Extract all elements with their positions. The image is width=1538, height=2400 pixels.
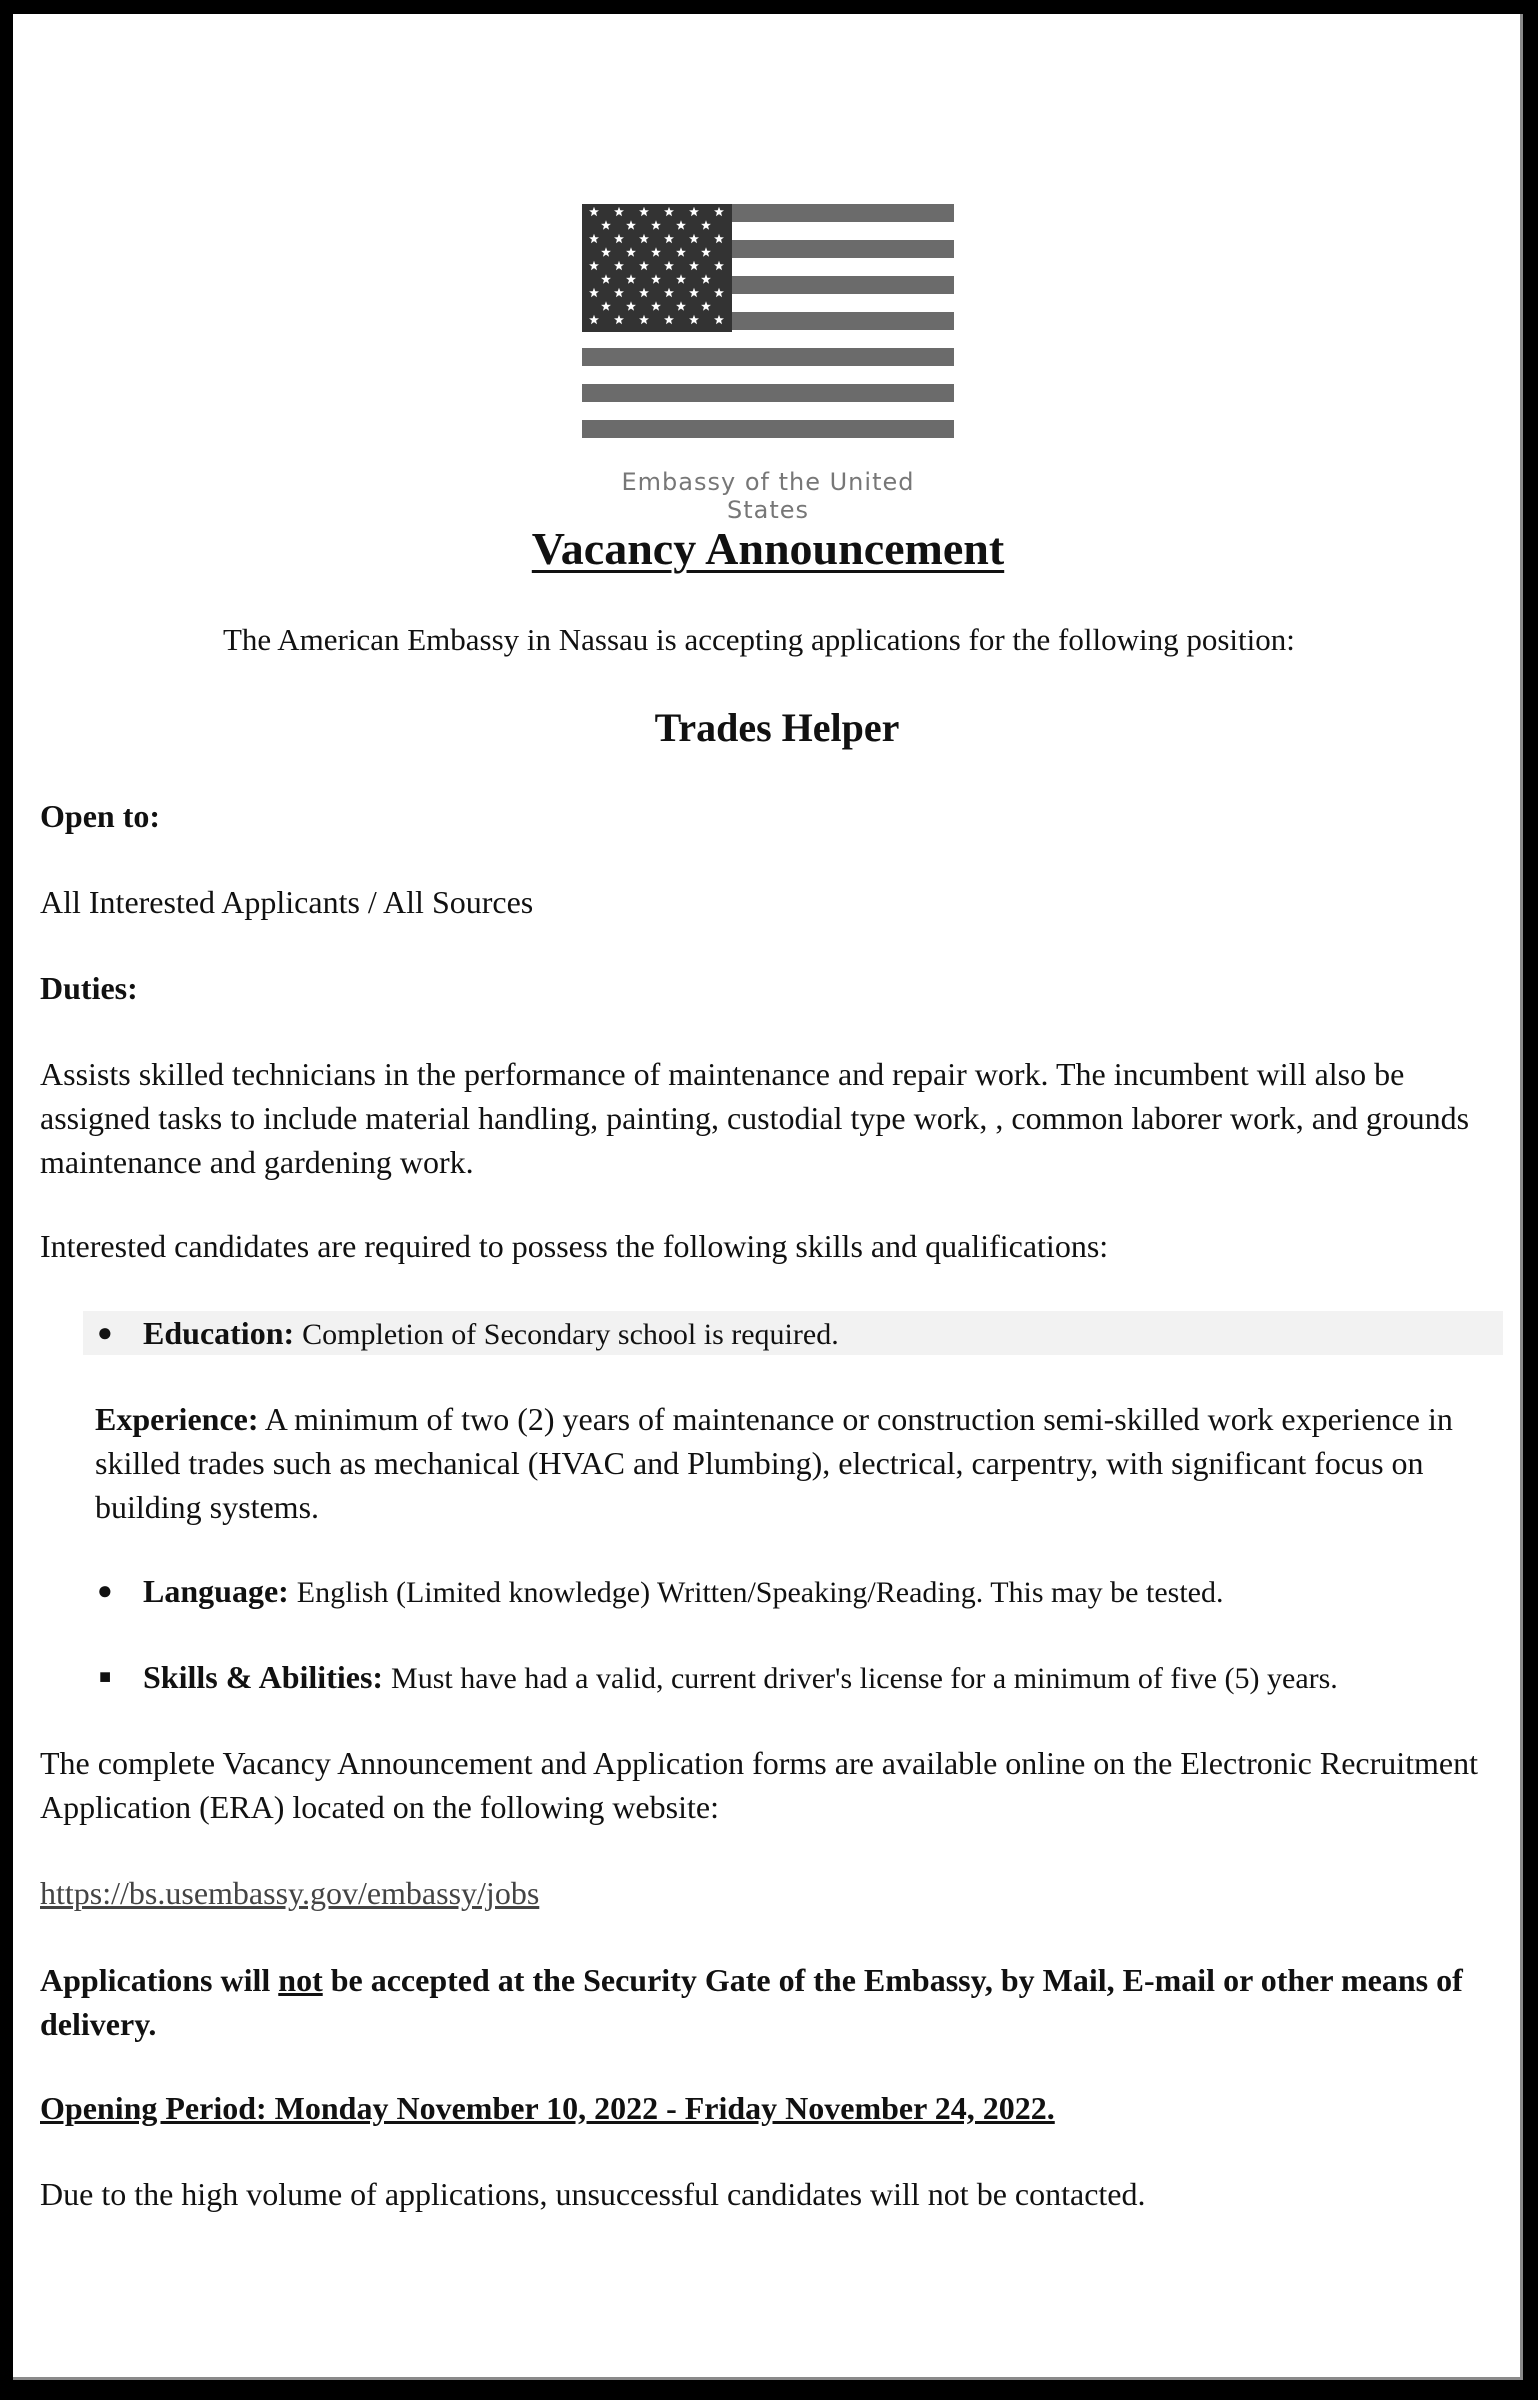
list-item-experience <box>95 1397 1505 1529</box>
warning-part2: be accepted at the Security Gate of the Embassy, by Mail, E-mail or other means of delivery. <box>40 1962 1463 2042</box>
position-title: Trades Helper <box>654 705 900 750</box>
page-title <box>13 522 1523 575</box>
bullet-dot-icon: ● <box>97 1318 113 1347</box>
list-item-language <box>83 1569 1503 1615</box>
opening-period <box>40 2086 1500 2130</box>
application-info: The complete Vacancy Announcement and Application forms are available online on the Electronic Recruitment Application (ERA) located on the following website: <box>40 1745 1479 1825</box>
qualifications-intro: Interested candidates are required to possess the following skills and qualifications: <box>40 1228 1109 1264</box>
warning-part1: Applications will <box>40 1962 279 1998</box>
duties-text: Assists skilled technicians in the performance of maintenance and repair work. The incumbent will also be assigned tasks to include material handling, painting, custodial type work, , common laborer work, and grounds maintenance and gardening work. <box>40 1056 1470 1180</box>
bullet-square-icon: ■ <box>99 1666 112 1688</box>
embassy-caption: Embassy of the United States <box>621 468 915 524</box>
submission-warning <box>40 1958 1500 2046</box>
bullet-dot-icon: ● <box>97 1576 113 1605</box>
intro-text: The American Embassy in Nassau is accepting applications for the following position: <box>223 622 1295 657</box>
language-label: Language: <box>143 1573 289 1609</box>
education-label: Education: <box>143 1315 295 1351</box>
skills-text: Must have had a valid, current driver's license for a minimum of five (5) years. <box>391 1662 1338 1695</box>
open-to-label: Open to: <box>40 798 160 834</box>
website-link[interactable]: https://bs.usembassy.gov/embassy/jobs <box>40 1875 540 1911</box>
duties-label: Duties: <box>40 970 138 1006</box>
education-text: Completion of Secondary school is required. <box>302 1318 839 1351</box>
closing-note: Due to the high volume of applications, unsuccessful candidates will not be contacted. <box>40 2176 1146 2212</box>
language-text: English (Limited knowledge) Written/Speaking/Reading. This may be tested. <box>296 1576 1224 1609</box>
experience-label: Experience: <box>95 1401 259 1437</box>
document-page <box>13 14 1523 2380</box>
website-row <box>40 1871 1500 1915</box>
skills-label: Skills & Abilities: <box>143 1659 384 1695</box>
opening-period-text: Opening Period: Monday November 10, 2022 - Friday November 24, 2022. <box>40 2090 1055 2126</box>
warning-not: not <box>278 1962 323 1998</box>
page-title-text: Vacancy Announcement <box>531 523 1005 574</box>
list-item-skills <box>83 1655 1503 1701</box>
us-flag-logo <box>582 204 954 456</box>
experience-text: A minimum of two (2) years of maintenance or construction semi-skilled work experience in skilled trades such as mechanical (HVAC and Plumbing), electrical, carpentry, with significant focus on building systems. <box>95 1401 1453 1525</box>
open-to-value: All Interested Applicants / All Sources <box>40 884 534 920</box>
list-item-education <box>83 1311 1503 1355</box>
